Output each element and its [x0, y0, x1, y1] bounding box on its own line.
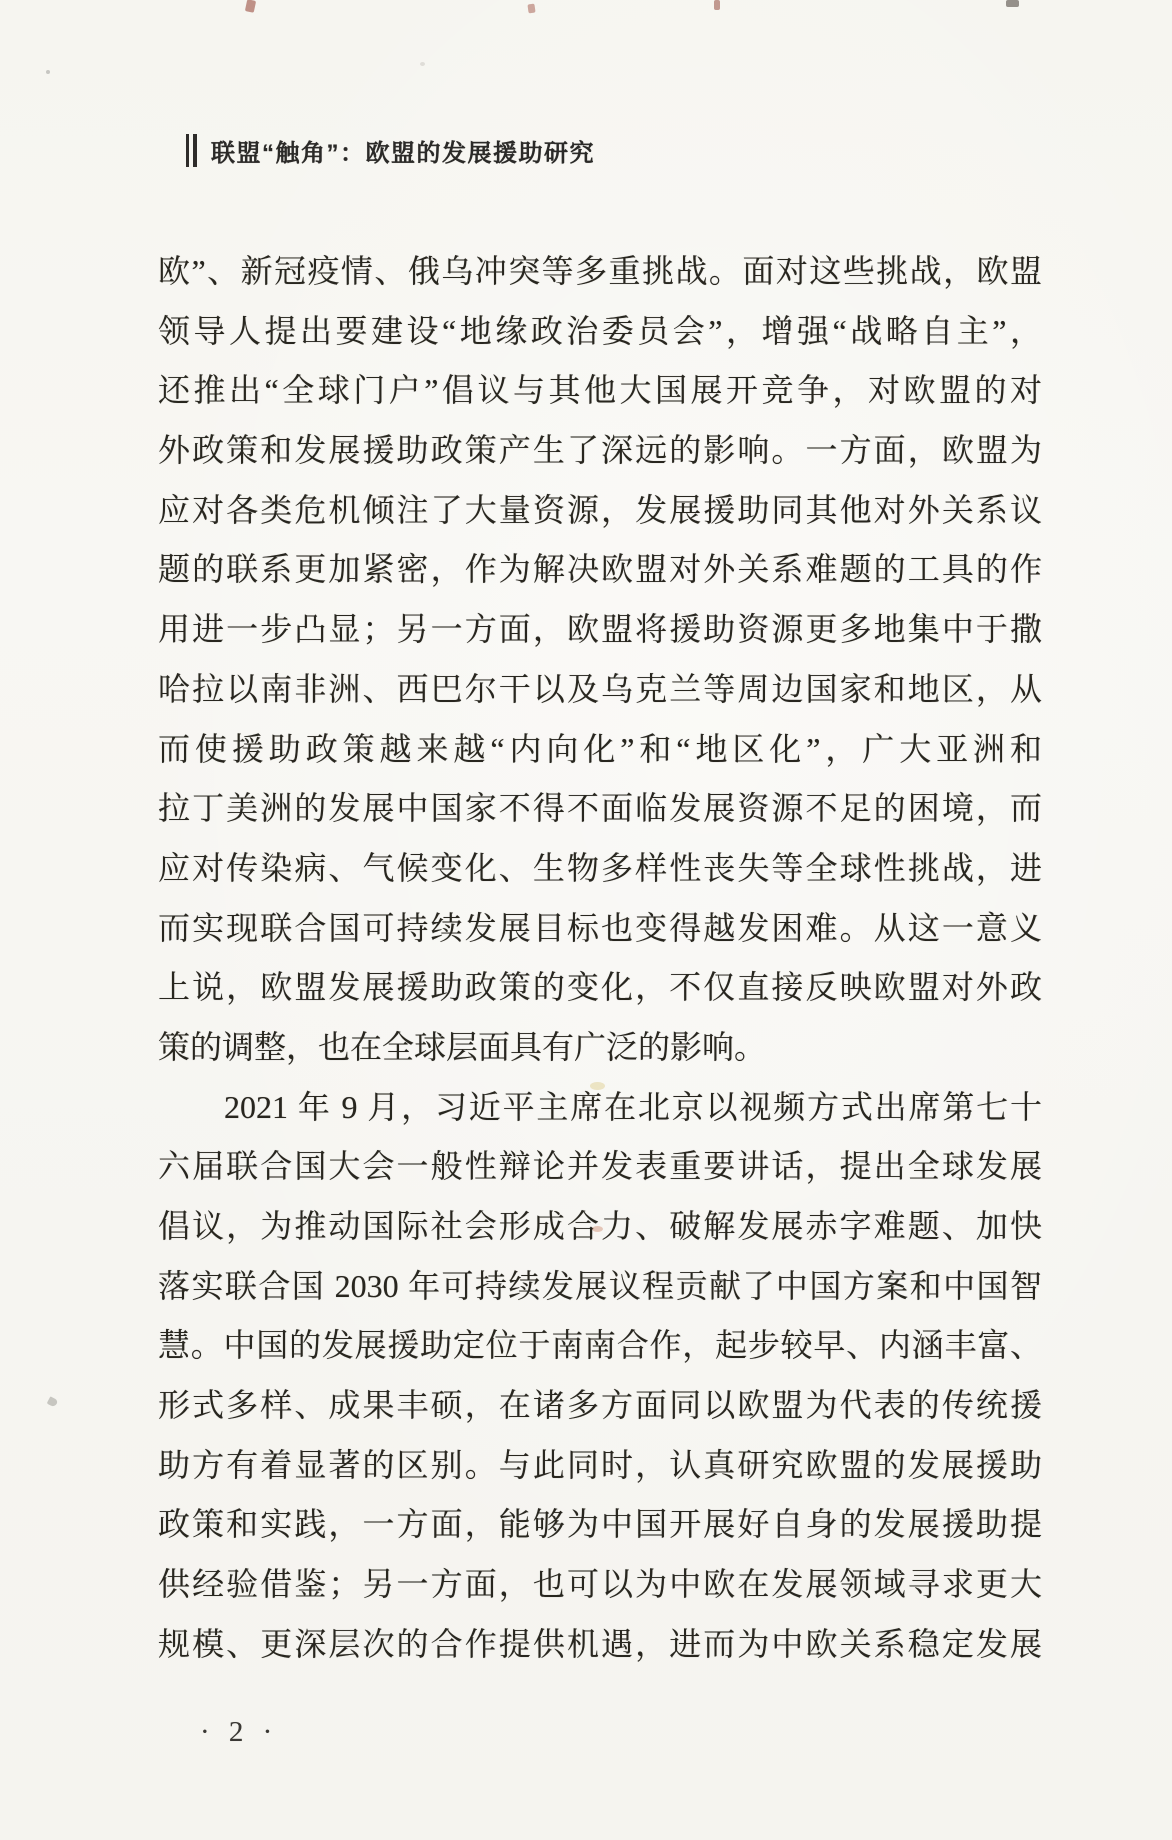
running-header-title: 联盟“触角”：欧盟的发展援助研究 [211, 139, 595, 167]
text-line: 领导人提出要建设“地缘政治委员会”，增强“战略自主”， [158, 312, 1042, 349]
double-bar-marker-icon [186, 134, 197, 167]
scan-speck [590, 1082, 605, 1090]
scan-speck [420, 62, 425, 66]
text-line: 而实现联合国可持续发展目标也变得越发困难。从这一意义 [158, 909, 1042, 946]
text-line: 哈拉以南非洲、西巴尔干以及乌克兰等周边国家和地区，从 [158, 670, 1042, 707]
text-line: 而使援助政策越来越“内向化”和“地区化”，广大亚洲和 [158, 730, 1042, 767]
text-line: 2021 年 9 月，习近平主席在北京以视频方式出席第七十 [224, 1088, 1042, 1125]
text-line: 应对传染病、气候变化、生物多样性丧失等全球性挑战，进 [158, 849, 1042, 886]
scan-speck [46, 70, 50, 74]
body-text [158, 242, 1042, 1675]
text-line: 外政策和发展援助政策产生了深远的影响。一方面，欧盟为 [158, 432, 1042, 469]
text-line: 规模、更深层次的合作提供机遇，进而为中欧关系稳定发展 [158, 1625, 1042, 1662]
text-line: 拉丁美洲的发展中国家不得不面临发展资源不足的困境，而 [158, 790, 1042, 827]
text-line: 形式多样、成果丰硕，在诸多方面同以欧盟为代表的传统援 [158, 1387, 1042, 1424]
text-line: 上说，欧盟发展援助政策的变化，不仅直接反映欧盟对外政 [158, 969, 1042, 1006]
paragraph-1 [158, 242, 1042, 1078]
text-line: 慧。中国的发展援助定位于南南合作，起步较早、内涵丰富、 [158, 1327, 1042, 1364]
text-line: 策的调整，也在全球层面具有广泛的影响。 [158, 1028, 767, 1065]
scan-speck [714, 0, 720, 10]
scan-speck [1006, 0, 1019, 7]
text-line: 落实联合国 2030 年可持续发展议程贡献了中国方案和中国智 [158, 1267, 1042, 1304]
text-line: 供经验借鉴；另一方面，也可以为中欧在发展领域寻求更大 [158, 1566, 1042, 1603]
paragraph-2 [158, 1078, 1042, 1675]
text-line: 政策和实践，一方面，能够为中国开展好自身的发展援助提 [158, 1506, 1042, 1543]
scan-speck [245, 0, 256, 13]
page-number: · 2 · [200, 1716, 279, 1748]
text-line: 助方有着显著的区别。与此同时，认真研究欧盟的发展援助 [158, 1446, 1042, 1483]
text-line: 六届联合国大会一般性辩论并发表重要讲话，提出全球发展 [158, 1148, 1042, 1185]
text-line: 欧”、新冠疫情、俄乌冲突等多重挑战。面对这些挑战，欧盟 [158, 253, 1042, 289]
text-line: 题的联系更加紧密，作为解决欧盟对外关系难题的工具的作 [158, 551, 1042, 588]
running-header [186, 130, 595, 170]
scan-speck [592, 1226, 603, 1232]
scan-speck [527, 4, 535, 14]
text-line: 还推出“全球门户”倡议与其他大国展开竞争，对欧盟的对 [158, 372, 1042, 409]
text-line: 用进一步凸显；另一方面，欧盟将援助资源更多地集中于撒 [158, 611, 1042, 648]
text-line: 倡议，为推动国际社会形成合力、破解发展赤字难题、加快 [158, 1208, 1042, 1244]
text-line: 应对各类危机倾注了大量资源，发展援助同其他对外关系议 [158, 491, 1042, 528]
scan-speck [47, 1396, 59, 1407]
